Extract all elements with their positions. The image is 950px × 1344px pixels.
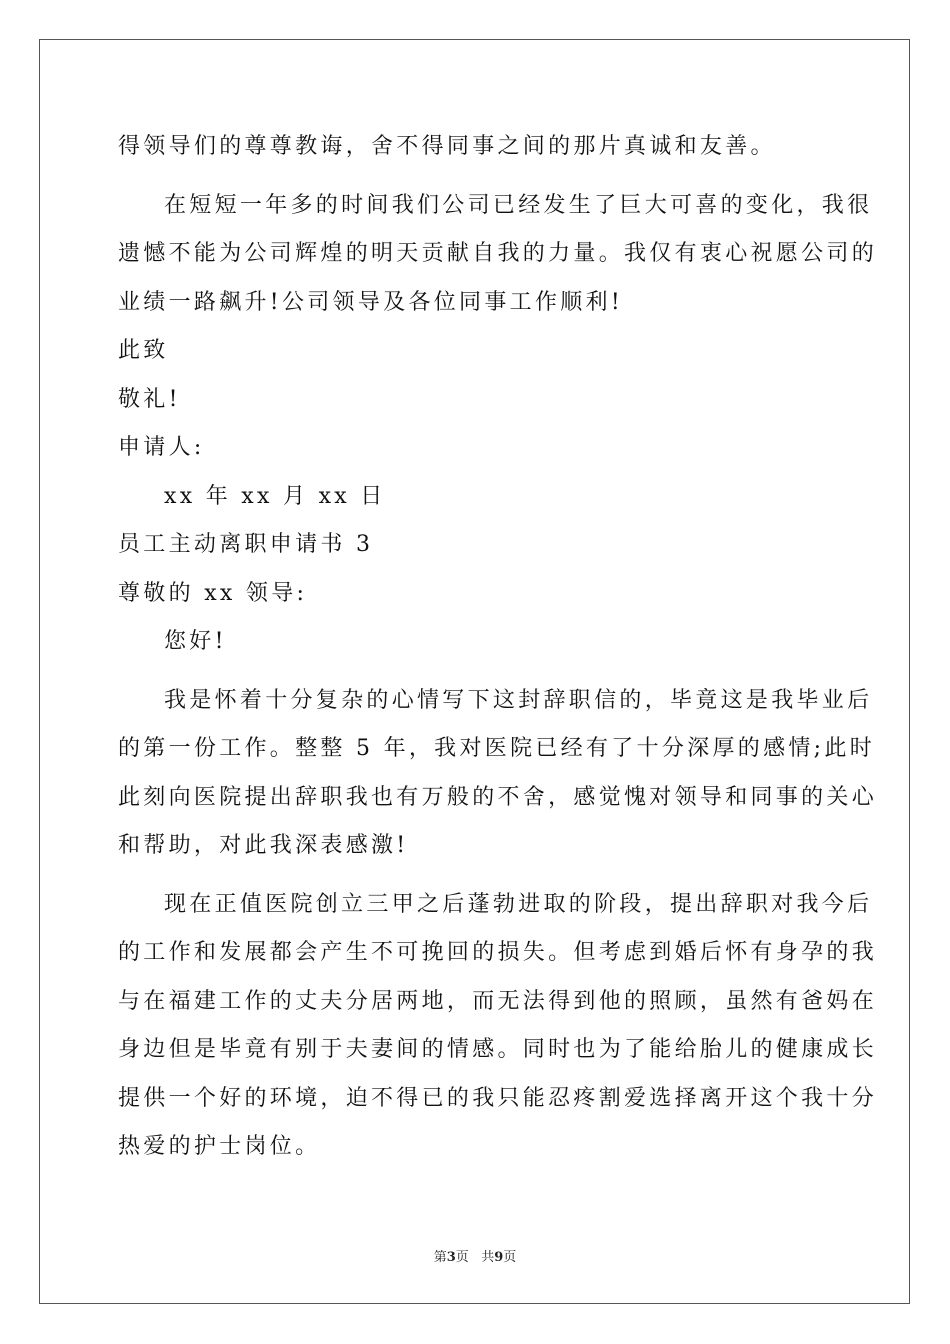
total-prefix: 共: [481, 1250, 495, 1265]
text-line: 得领导们的尊尊教诲，舍不得同事之间的那片真诚和友善。: [118, 134, 776, 159]
text-line: 业绩一路飙升!公司领导及各位同事工作顺利!: [118, 289, 623, 315]
page-footer: [0, 1246, 950, 1265]
text-line: 的工作和发展都会产生不可挽回的损失。但考虑到婚后怀有身孕的我: [118, 940, 878, 965]
salutation: 尊敬的 xx 领导:: [118, 580, 308, 606]
text-line: 提供一个好的环境，迫不得已的我只能忍疼割爱选择离开这个我十分: [118, 1085, 878, 1111]
total-pages: 9: [494, 1250, 504, 1265]
text-line: 现在正值医院创立三甲之后蓬勃进取的阶段，提出辞职对我今后: [164, 891, 873, 917]
paragraph-reasons: [118, 881, 878, 1172]
greeting: 您好!: [164, 629, 227, 654]
text-line: 在短短一年多的时间我们公司已经发生了巨大可喜的变化，我很: [164, 192, 873, 218]
paragraph-wishes: [118, 182, 878, 328]
section-heading: 员工主动离职申请书 3: [118, 532, 374, 557]
closing-salute: 敬礼!: [118, 386, 181, 412]
page-suffix: 页: [455, 1250, 469, 1265]
text-line: 遗憾不能为公司辉煌的明天贡献自我的力量。我仅有衷心祝愿公司的: [118, 241, 878, 266]
text-line: 与在福建工作的丈夫分居两地，而无法得到他的照顾，虽然有爸妈在: [118, 988, 878, 1014]
text-line: 的第一份工作。整整 5 年，我对医院已经有了十分深厚的感情;此时: [118, 736, 875, 761]
paragraph-feelings: [118, 677, 878, 871]
page-number: 3: [446, 1250, 456, 1265]
text-line: 我是怀着十分复杂的心情写下这封辞职信的，毕竟这是我毕业后: [164, 687, 873, 713]
applicant-label: 申请人:: [118, 435, 205, 460]
paragraph-continued: [118, 123, 838, 172]
page-prefix: 第: [433, 1250, 447, 1265]
total-suffix: 页: [503, 1250, 517, 1265]
date-line: xx 年 xx 月 xx 日: [164, 483, 386, 509]
closing-line: 此致: [118, 338, 169, 363]
document-body: [118, 123, 878, 1172]
text-line: 此刻向医院提出辞职我也有万般的不舍，感觉愧对领导和同事的关心: [118, 784, 878, 810]
text-line: 热爱的护士岗位。: [118, 1134, 321, 1159]
text-line: 和帮助，对此我深表感激!: [118, 833, 409, 858]
text-line: 身边但是毕竟有别于夫妻间的情感。同时也为了能给胎儿的健康成长: [118, 1037, 878, 1062]
